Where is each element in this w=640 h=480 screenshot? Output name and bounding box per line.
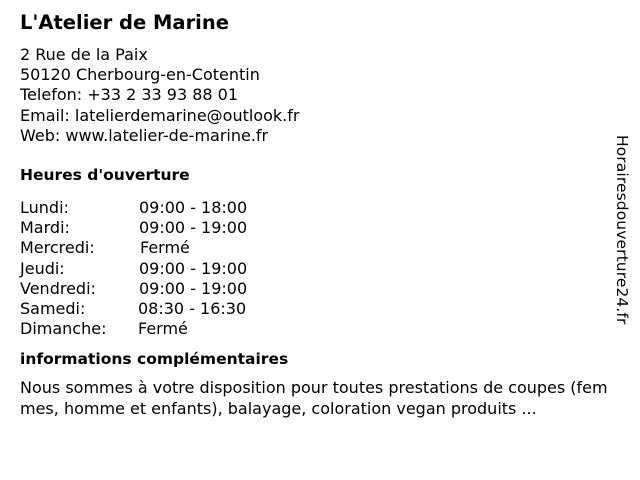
day-label: Mercredi: — [20, 238, 95, 258]
day-label: Lundi: — [20, 198, 69, 218]
hours-row-samedi — [20, 299, 615, 319]
hours-row-mercredi — [20, 238, 615, 258]
business-name: L'Atelier de Marine — [20, 11, 229, 34]
day-hours: 09:00 - 19:00 — [139, 278, 248, 298]
day-label: Vendredi: — [20, 278, 96, 298]
opening-hours-heading: Heures d'ouverture — [20, 166, 190, 185]
day-label: Samedi: — [20, 298, 86, 318]
day-hours: 09:00 - 19:00 — [139, 258, 248, 278]
additional-info-heading: informations complémentaires — [20, 350, 289, 369]
business-card — [20, 10, 615, 419]
day-label: Mardi: — [20, 218, 70, 238]
day-hours: Fermé — [138, 319, 188, 339]
day-label: Dimanche: — [20, 319, 107, 339]
hours-row-jeudi — [20, 259, 615, 279]
day-hours: 09:00 - 18:00 — [139, 198, 248, 218]
contact-details — [20, 45, 615, 146]
address-city: 50120 Cherbourg-en-Cotentin — [20, 65, 260, 85]
hours-row-mardi — [20, 218, 615, 238]
watermark-label: Horairesdouverture24.fr — [613, 135, 631, 325]
day-hours: 09:00 - 19:00 — [139, 218, 248, 238]
day-hours: 08:30 - 16:30 — [138, 298, 247, 318]
hours-row-vendredi — [20, 279, 615, 299]
phone-number: Telefon: +33 2 33 93 88 01 — [20, 85, 239, 105]
hours-row-lundi — [20, 198, 615, 218]
website-address: Web: www.latelier-de-marine.fr — [20, 125, 269, 145]
address-street: 2 Rue de la Paix — [20, 45, 148, 64]
opening-hours-table — [20, 198, 615, 339]
day-hours: Fermé — [140, 238, 190, 258]
additional-info-text: Nous sommes à votre disposition pour toutes prestations de coupes (femmes, homme et enfants), balayage, coloration vegan produits ... — [20, 378, 608, 418]
hours-row-dimanche — [20, 319, 615, 339]
day-label: Jeudi: — [20, 258, 65, 278]
email-address: Email: latelierdemarine@outlook.fr — [20, 105, 300, 125]
